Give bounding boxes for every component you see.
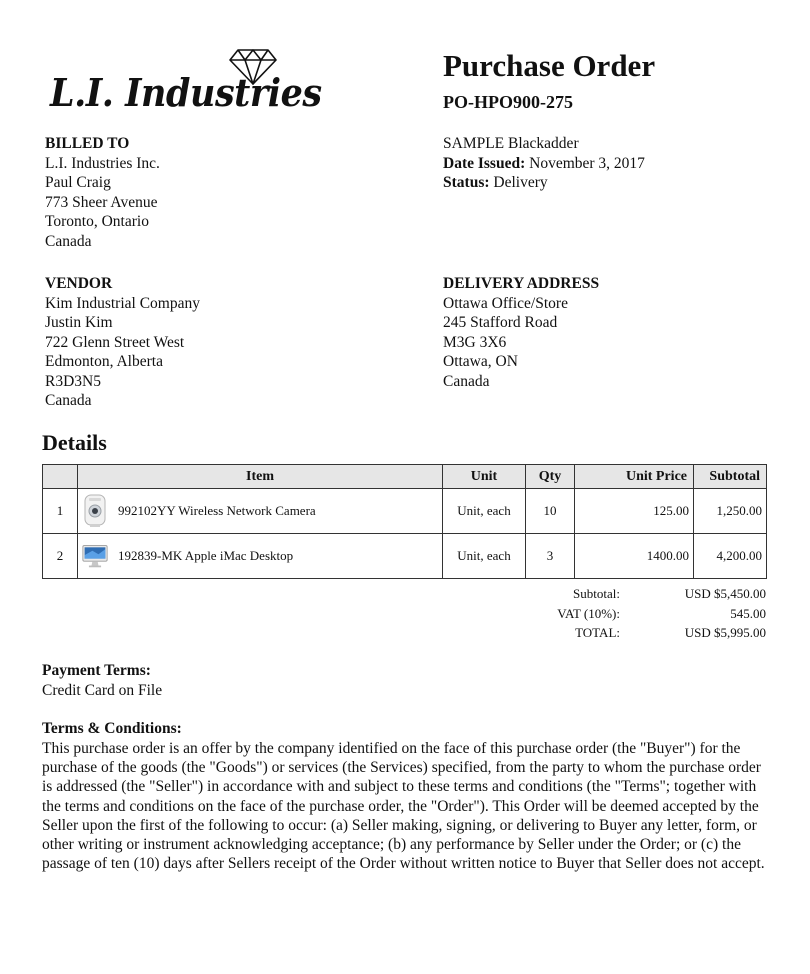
details-heading: Details <box>42 430 107 455</box>
subtotal-value: USD $5,450.00 <box>684 586 766 601</box>
col-unit-header: Unit <box>443 465 526 489</box>
col-subtotal-header: Subtotal <box>694 465 767 489</box>
items-table <box>42 464 767 579</box>
item-cell <box>78 489 443 534</box>
table-row <box>43 534 767 579</box>
billed-to-block <box>45 134 160 251</box>
po-number: PO-HPO900-275 <box>443 92 573 112</box>
subtotal-row <box>540 584 766 604</box>
vendor-line: Edmonton, Alberta <box>45 353 163 370</box>
vendor-line: Justin Kim <box>45 314 113 331</box>
billed-to-title: BILLED TO <box>45 135 130 152</box>
terms-title: Terms & Conditions: <box>42 720 182 737</box>
status-label: Status: <box>443 174 490 191</box>
vat-value: 545.00 <box>730 605 766 621</box>
qty-cell: 10 <box>526 489 575 534</box>
qty-cell: 3 <box>526 534 575 579</box>
total-row <box>540 623 766 643</box>
vat-row <box>540 604 766 624</box>
total-value: USD $5,995.00 <box>684 625 766 640</box>
vat-label: VAT (10%): <box>557 605 620 621</box>
delivery-address-title: DELIVERY ADDRESS <box>443 275 600 292</box>
billed-to-line: Toronto, Ontario <box>45 213 149 230</box>
delivery-line: Ottawa Office/Store <box>443 294 568 312</box>
table-row <box>43 489 767 534</box>
totals-block <box>540 584 766 643</box>
billed-to-line: L.I. Industries Inc. <box>45 154 160 172</box>
diamond-icon <box>228 48 278 86</box>
vendor-block <box>45 274 200 411</box>
company-logo <box>46 46 322 120</box>
table-header-row <box>43 465 767 489</box>
delivery-line: Ottawa, ON <box>443 353 518 370</box>
unit-price-cell: 125.00 <box>575 489 694 534</box>
delivery-line: 245 Stafford Road <box>443 314 558 331</box>
subtotal-label: Subtotal: <box>573 586 620 601</box>
col-unit-price-header: Unit Price <box>575 465 694 489</box>
sample-label: SAMPLE Blackadder <box>443 135 579 152</box>
unit-price-cell: 1400.00 <box>575 534 694 579</box>
item-cell <box>78 534 443 579</box>
desktop-icon <box>82 539 108 573</box>
payment-terms-title: Payment Terms: <box>42 662 151 679</box>
payment-terms-value: Credit Card on File <box>42 682 163 699</box>
logo-text: L.I. Industries <box>50 70 322 115</box>
unit-cell: Unit, each <box>443 534 526 579</box>
billed-to-line: Paul Craig <box>45 174 111 191</box>
order-meta-block <box>443 134 645 193</box>
camera-icon <box>82 494 108 528</box>
total-label: TOTAL: <box>575 625 620 640</box>
billed-to-line: Canada <box>45 232 92 250</box>
date-issued-label: Date Issued: <box>443 154 526 172</box>
col-num-header <box>43 465 78 489</box>
status-value: Delivery <box>493 174 548 191</box>
vendor-line: 722 Glenn Street West <box>45 333 185 351</box>
billed-to-line: 773 Sheer Avenue <box>45 193 158 211</box>
vendor-line: Canada <box>45 392 92 409</box>
delivery-line: Canada <box>443 372 490 390</box>
vendor-line: R3D3N5 <box>45 372 101 390</box>
item-name: 992102YY Wireless Network Camera <box>118 503 316 518</box>
col-qty-header: Qty <box>526 465 575 489</box>
vendor-title: VENDOR <box>45 275 113 292</box>
page-title: Purchase Order <box>443 48 656 83</box>
subtotal-cell: 4,200.00 <box>694 534 767 579</box>
delivery-line: M3G 3X6 <box>443 333 507 351</box>
vendor-line: Kim Industrial Company <box>45 294 200 312</box>
subtotal-cell: 1,250.00 <box>694 489 767 534</box>
date-issued-value: November 3, 2017 <box>529 154 645 172</box>
row-number: 1 <box>43 489 78 534</box>
delivery-address-block <box>443 274 599 391</box>
unit-cell: Unit, each <box>443 489 526 534</box>
row-number: 2 <box>43 534 78 579</box>
col-item-header: Item <box>78 465 443 489</box>
item-name: 192839-MK Apple iMac Desktop <box>118 548 294 563</box>
terms-body: This purchase order is an offer by the company identified on the face of this purchase order (the "Buyer") for the purchase of the goods (the "Goods") or services (the Services) specified, from the party to whom the purchase order is addressed (the "Seller") in accordance with and subject to these terms and conditions (the "Terms"; together with the terms and conditions on the face of the purchase order, the "Order"). This Order will be deemed accepted by the Seller upon the first of the following to occur: (a) Seller making, signing, or delivering to Buyer any letter, form, or other writing or instrument acknowledging acceptance; (b) any performance by Seller under the Order; or (c) the passage of ten (10) days after Sellers receipt of the Order without written notice to Buyer that Seller does not accept. <box>42 740 765 873</box>
